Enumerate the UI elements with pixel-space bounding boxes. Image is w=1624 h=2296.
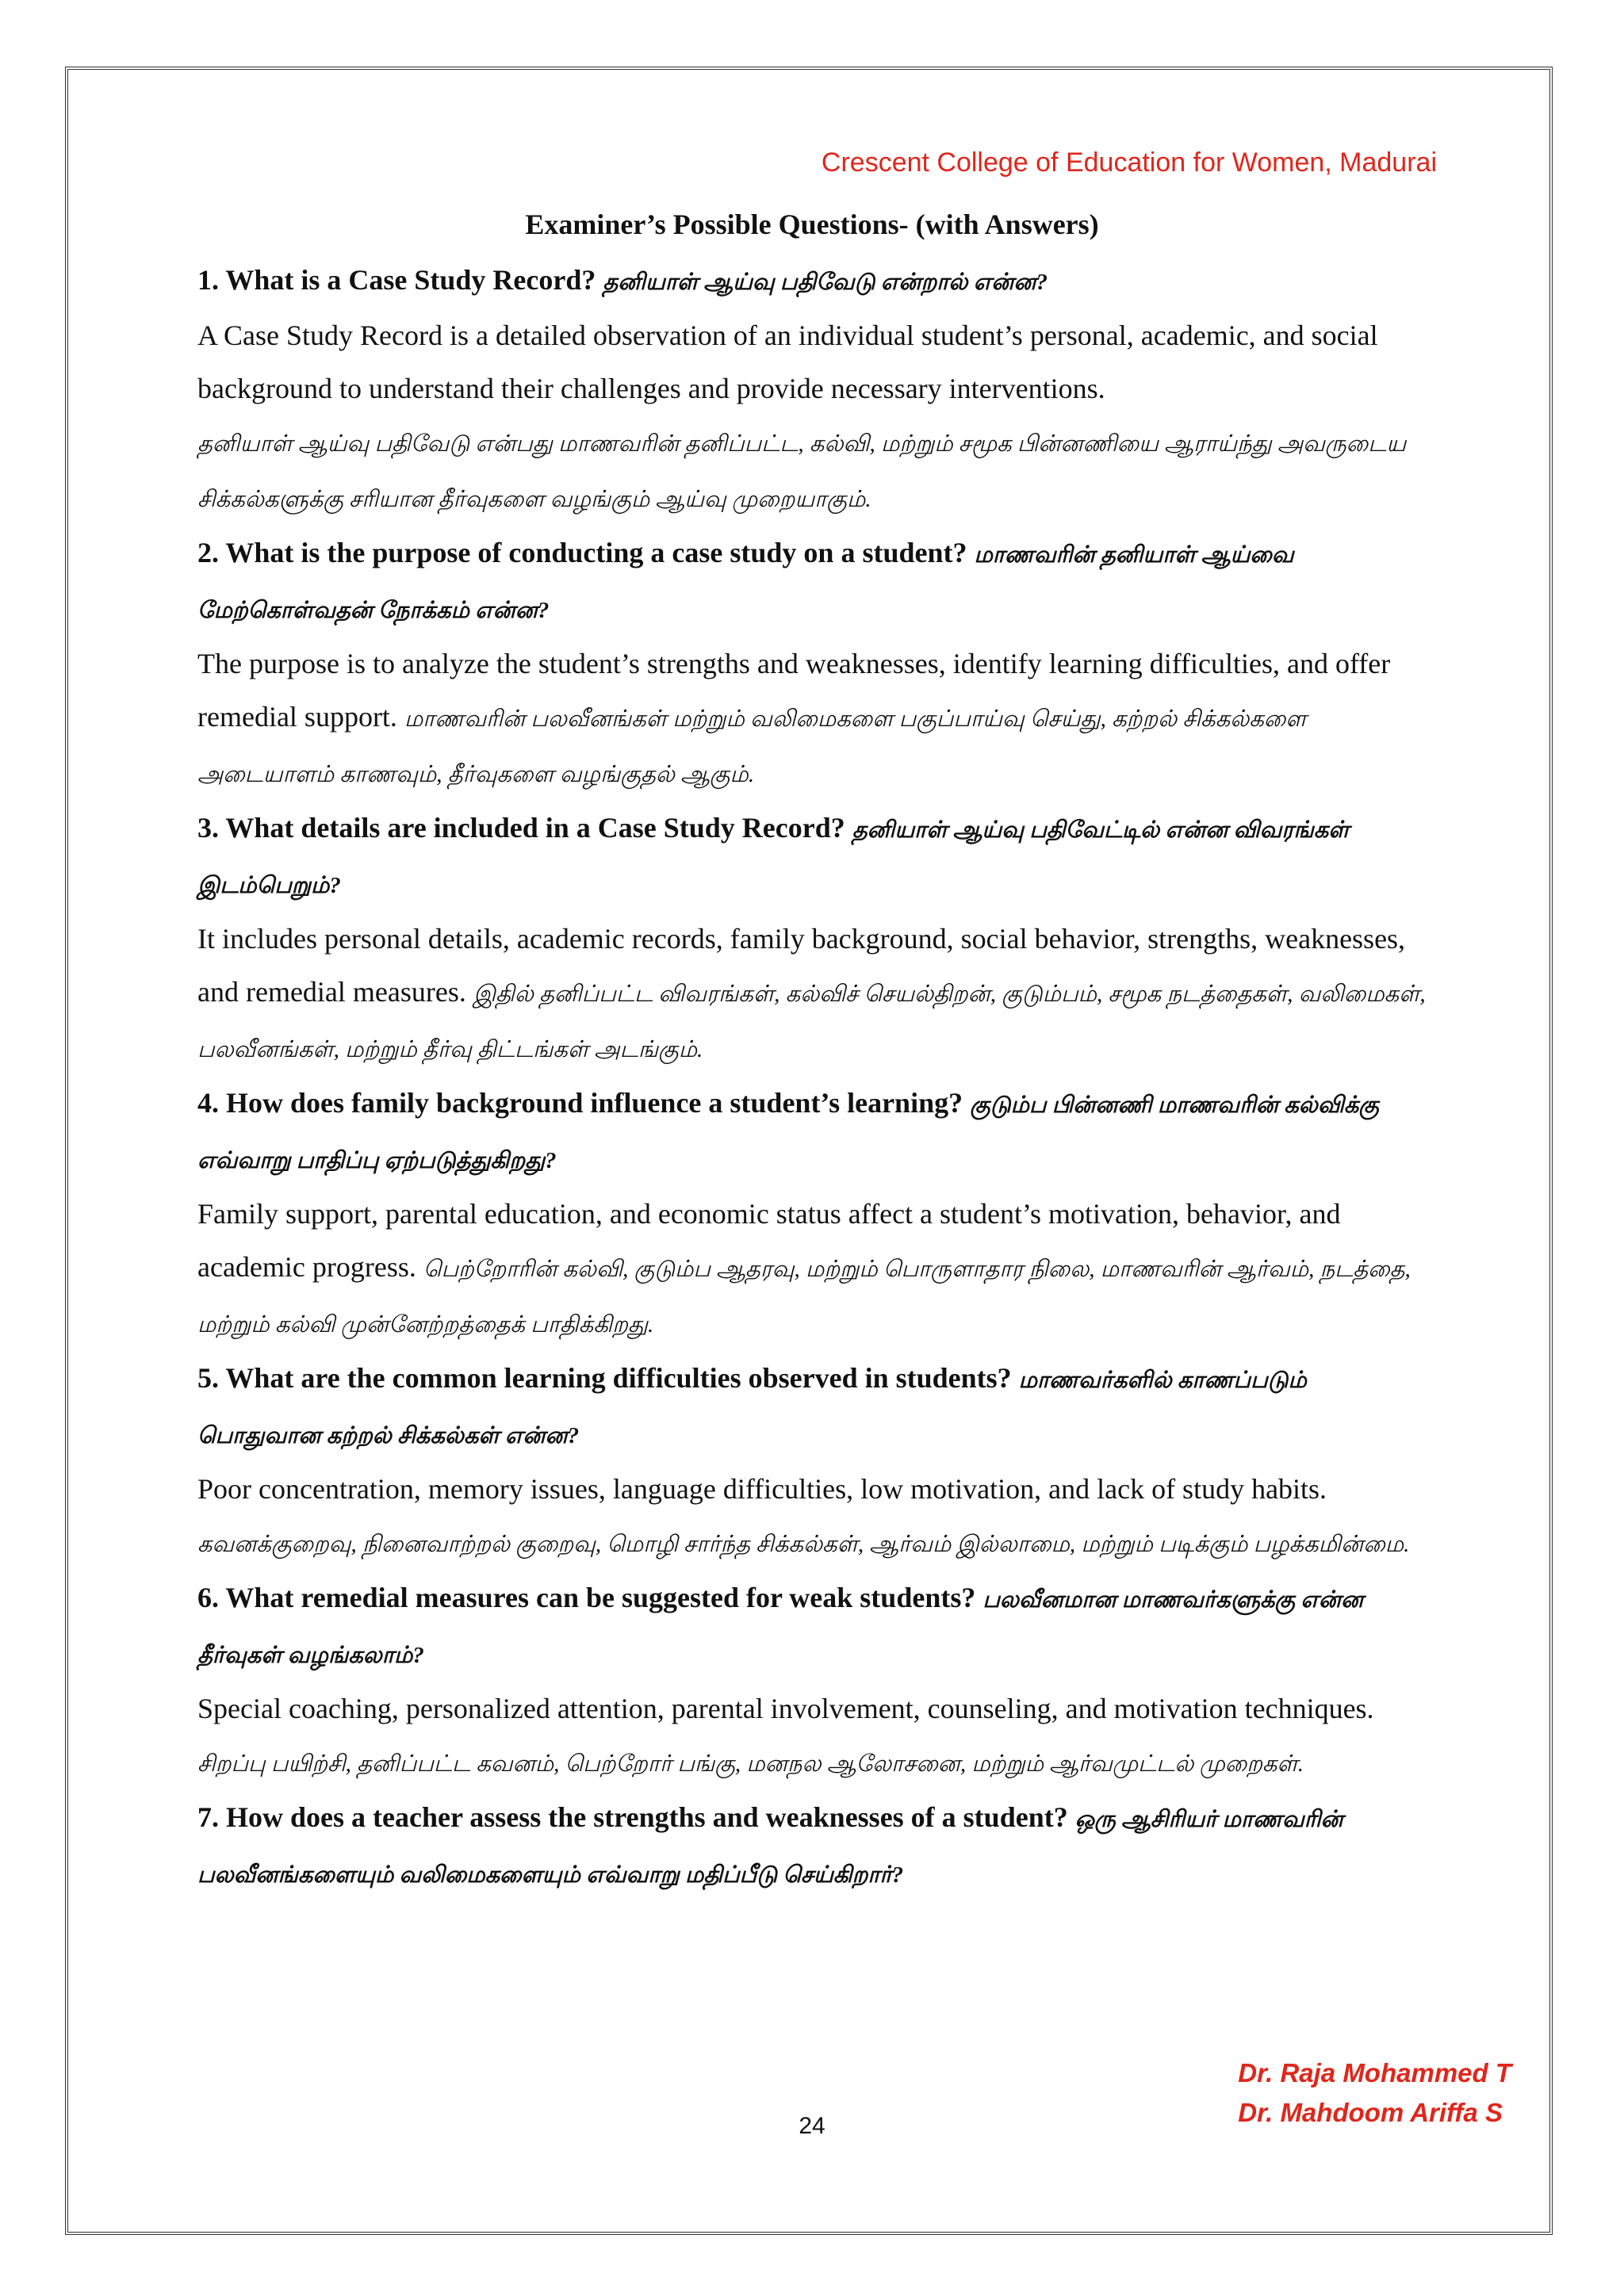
question-6 bbox=[197, 1571, 1434, 1682]
answer-text: Family support, parental education, and economic status affect a student’s motivation, behavior, and academic progress. bbox=[197, 1198, 1341, 1283]
answer-3 bbox=[197, 913, 1434, 1077]
answer-tamil: கவனக்குறைவு, நினைவாற்றல் குறைவு, மொழி சார்ந்த சிக்கல்கள், ஆர்வம் இல்லாமை, மற்றும் படிக்கும் பழக்கமின்மை. bbox=[197, 1532, 1410, 1557]
question-tamil: ஒரு ஆசிரியர் மாணவரின் பலவீனங்களையும் வலிமைகளையும் எவ்வாறு மதிப்பீடு செய்கிறார்? bbox=[197, 1807, 1343, 1888]
answer-tamil: தனியாள் ஆய்வு பதிவேடு என்பது மாணவரின் தனிப்பட்ட, கல்வி, மற்றும் சமூக பின்னணியை ஆராய்ந்து அவருடைய சிக்கல்களுக்கு சரியான தீர்வுகளை வழங்கும் ஆய்வு முறையாகும். bbox=[197, 431, 1407, 512]
qa-item-1 bbox=[197, 254, 1434, 526]
answer-tamil: இதில் தனிப்பட்ட விவரங்கள், கல்விச் செயல்திறன், குடும்பம், சமூக நடத்தைகள், வலிமைகள், பலவீனங்கள், மற்றும் தீர்வு திட்டங்கள் அடங்கும். bbox=[197, 982, 1426, 1062]
question-tamil: தனியாள் ஆய்வு பதிவேட்டில் என்ன விவரங்கள் இடம்பெறும்? bbox=[197, 817, 1350, 898]
question-4 bbox=[197, 1077, 1434, 1188]
question-1 bbox=[197, 254, 1434, 309]
question-tamil: பலவீனமான மாணவர்களுக்கு என்ன தீர்வுகள் வழங்கலாம்? bbox=[197, 1587, 1364, 1668]
answer-5 bbox=[197, 1463, 1434, 1571]
answer-1 bbox=[197, 309, 1434, 526]
answer-text: Poor concentration, memory issues, language difficulties, low motivation, and lack of study habits. bbox=[197, 1473, 1327, 1505]
college-header: Crescent College of Education for Women, Madurai bbox=[821, 147, 1437, 178]
author-2: Dr. Mahdoom Ariffa S bbox=[1238, 2098, 1503, 2127]
answer-text: It includes personal details, academic records, family background, social behavior, strengths, weaknesses, and remedial measures. bbox=[197, 923, 1406, 1008]
question-3 bbox=[197, 802, 1434, 913]
qa-content bbox=[197, 254, 1434, 1902]
author-1: Dr. Raja Mohammed T bbox=[1238, 2058, 1511, 2087]
question-tamil: தனியாள் ஆய்வு பதிவேடு என்றால் என்ன? bbox=[603, 270, 1048, 295]
qa-item-6 bbox=[197, 1571, 1434, 1791]
answer-tamil: சிறப்பு பயிற்சி, தனிப்பட்ட கவனம், பெற்றோர் பங்கு, மனநல ஆலோசனை, மற்றும் ஆர்வமுட்டல் முறைகள். bbox=[197, 1751, 1304, 1777]
question-7 bbox=[197, 1791, 1434, 1902]
answer-4 bbox=[197, 1188, 1434, 1352]
answer-2 bbox=[197, 637, 1434, 802]
question-tamil: மாணவர்களில் காணப்படும் பொதுவான கற்றல் சிக்கல்கள் என்ன? bbox=[197, 1368, 1307, 1448]
answer-text: Special coaching, personalized attention, parental involvement, counseling, and motivation techniques. bbox=[197, 1693, 1374, 1724]
qa-item-2 bbox=[197, 526, 1434, 802]
question-text: 2. What is the purpose of conducting a case study on a student? bbox=[197, 537, 967, 568]
question-text: 7. How does a teacher assess the strengths and weaknesses of a student? bbox=[197, 1801, 1068, 1833]
qa-item-4 bbox=[197, 1077, 1434, 1352]
question-text: 6. What remedial measures can be suggested for weak students? bbox=[197, 1582, 976, 1613]
question-text: 5. What are the common learning difficulties observed in students? bbox=[197, 1362, 1012, 1394]
page-title: Examiner’s Possible Questions- (with Answers) bbox=[525, 209, 1099, 240]
question-tamil: மாணவரின் தனியாள் ஆய்வை மேற்கொள்வதன் நோக்கம் என்ன? bbox=[197, 542, 1294, 623]
qa-item-7 bbox=[197, 1791, 1434, 1902]
answer-tamil: மாணவரின் பலவீனங்கள் மற்றும் வலிமைகளை பகுப்பாய்வு செய்து, கற்றல் சிக்கல்களை அடையாளம் காணவும், தீர்வுகளை வழங்குதல் ஆகும். bbox=[197, 706, 1307, 787]
question-text: 1. What is a Case Study Record? bbox=[197, 264, 596, 296]
question-tamil: குடும்ப பின்னணி மாணவரின் கல்விக்கு எவ்வாறு பாதிப்பு ஏற்படுத்துகிறது? bbox=[197, 1093, 1379, 1173]
qa-item-3 bbox=[197, 802, 1434, 1077]
answer-6 bbox=[197, 1682, 1434, 1791]
question-text: 3. What details are included in a Case Study Record? bbox=[197, 812, 845, 844]
answer-text: A Case Study Record is a detailed observation of an individual student’s personal, academic, and social background to understand their challenges and provide necessary interventions. bbox=[197, 320, 1378, 404]
answer-text: The purpose is to analyze the student’s strengths and weaknesses, identify learning difficulties, and offer remedial support. bbox=[197, 648, 1391, 733]
question-text: 4. How does family background influence a student’s learning? bbox=[197, 1087, 963, 1119]
question-2 bbox=[197, 526, 1434, 637]
page-number: 24 bbox=[799, 2113, 825, 2139]
qa-item-5 bbox=[197, 1352, 1434, 1571]
question-5 bbox=[197, 1352, 1434, 1463]
answer-tamil: பெற்றோரின் கல்வி, குடும்ப ஆதரவு, மற்றும் பொருளாதார நிலை, மாணவரின் ஆர்வம், நடத்தை, மற்றும் கல்வி முன்னேற்றத்தைக் பாதிக்கிறது. bbox=[197, 1257, 1411, 1337]
